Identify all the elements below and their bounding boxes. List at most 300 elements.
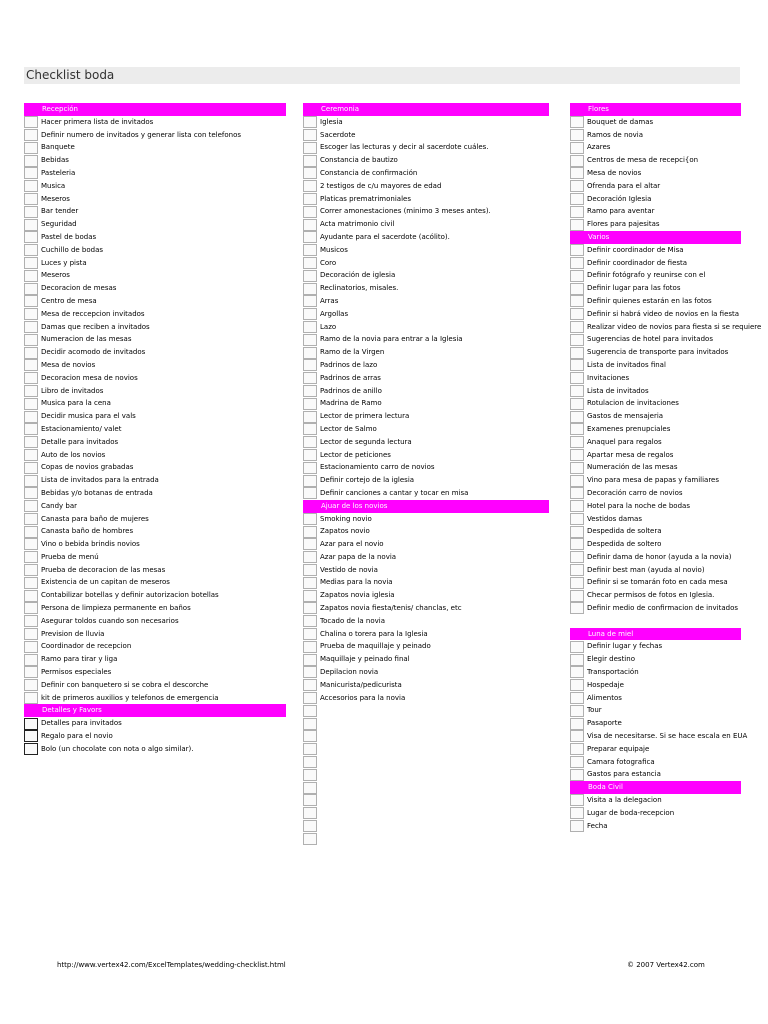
checkbox[interactable] [24, 551, 38, 563]
checkbox[interactable] [24, 180, 38, 192]
checkbox[interactable] [303, 398, 317, 410]
checkbox[interactable] [303, 295, 317, 307]
checkbox[interactable] [24, 615, 38, 627]
checkbox[interactable] [570, 551, 584, 563]
checkbox[interactable] [24, 372, 38, 384]
checkbox[interactable] [24, 283, 38, 295]
checkbox[interactable] [303, 615, 317, 627]
checkbox[interactable] [303, 564, 317, 576]
checklist-item [303, 832, 549, 845]
checklist-item [570, 282, 741, 295]
checklist-item [570, 474, 741, 487]
checklist-item-label: Musicos [320, 245, 348, 254]
checkbox[interactable] [570, 167, 584, 179]
checklist-item-label: Candy bar [41, 501, 78, 510]
checkbox[interactable] [24, 423, 38, 435]
checkbox[interactable] [570, 564, 584, 576]
checklist-item [303, 385, 549, 398]
checkbox[interactable] [570, 155, 584, 167]
checkbox[interactable] [24, 411, 38, 423]
checkbox[interactable] [303, 602, 317, 614]
checklist-item-label: Cuchillo de bodas [41, 245, 104, 254]
checkbox[interactable] [24, 641, 38, 653]
checklist-item-label: Hospedaje [587, 680, 624, 689]
checklist-item-label: Mesa de reccepcion invitados [41, 309, 145, 318]
checkbox[interactable] [570, 244, 584, 256]
checklist-item-label: Acta matrimonio civil [320, 220, 395, 229]
checklist-item-label: Meseros [41, 271, 70, 280]
checkbox[interactable] [570, 475, 584, 487]
checkbox[interactable] [303, 538, 317, 550]
checkbox[interactable] [570, 487, 584, 499]
checkbox[interactable] [570, 705, 584, 717]
checklist-item-label: Vino para mesa de papas y familiares [587, 476, 719, 485]
checklist-item [303, 282, 549, 295]
checkbox[interactable] [570, 347, 584, 359]
checkbox[interactable] [303, 577, 317, 589]
checklist-item-label: Alimentos [587, 693, 622, 702]
checklist-item [24, 359, 286, 372]
checkbox[interactable] [570, 807, 584, 819]
checkbox[interactable] [570, 666, 584, 678]
checkbox[interactable] [24, 475, 38, 487]
checklist-item [570, 321, 762, 334]
checklist-item-label: Damas que reciben a invitados [41, 322, 150, 331]
checklist-item-label: Ramo de la Virgen [320, 348, 385, 357]
checkbox[interactable] [303, 692, 317, 704]
checkbox[interactable] [303, 283, 317, 295]
checklist-item-label: Musica [41, 181, 66, 190]
checklist-item [303, 269, 549, 282]
checkbox[interactable] [24, 116, 38, 128]
checkbox[interactable] [24, 244, 38, 256]
checkbox[interactable] [570, 398, 584, 410]
checkbox[interactable] [570, 538, 584, 550]
checkbox[interactable] [24, 193, 38, 205]
checkbox[interactable] [24, 666, 38, 678]
checkbox[interactable] [570, 206, 584, 218]
checklist-item [303, 180, 549, 193]
checklist-item-label: Lista de invitados para la entrada [41, 476, 159, 485]
checklist-item [570, 538, 741, 551]
checklist-item [303, 487, 549, 500]
checklist-column-1 [24, 103, 286, 756]
checkbox[interactable] [303, 807, 317, 819]
checkbox[interactable] [570, 270, 584, 282]
checkbox[interactable] [303, 423, 317, 435]
checklist-item-label: Lector de primera lectura [320, 412, 410, 421]
checklist-item-label: Canasta para baño de mujeres [41, 514, 149, 523]
checklist-item [570, 116, 741, 129]
checklist-item-label: Camara fotografica [587, 757, 655, 766]
checkbox[interactable] [303, 372, 317, 384]
checklist-item-label: Tour [587, 706, 602, 715]
checklist-item-label: Vestidos damas [587, 514, 642, 523]
checkbox[interactable] [303, 513, 317, 525]
checkbox[interactable] [24, 679, 38, 691]
checkbox[interactable] [303, 129, 317, 141]
checklist-item-label: Anaquel para regalos [587, 437, 662, 446]
checklist-item [303, 768, 549, 781]
checkbox[interactable] [24, 628, 38, 640]
checkbox[interactable] [24, 270, 38, 282]
checkbox[interactable] [570, 359, 584, 371]
checklist-item-label: Numeración de las mesas [587, 463, 678, 472]
checkbox[interactable] [570, 794, 584, 806]
checklist-item [570, 653, 741, 666]
checklist-item [303, 410, 549, 423]
checklist-item-label: Estacionamiento/ valet [41, 424, 122, 433]
checkbox[interactable] [570, 449, 584, 461]
checklist-item [570, 756, 741, 769]
checklist-item [24, 743, 286, 756]
checklist-item-label: Bebidas y/o botanas de entrada [41, 488, 153, 497]
checkbox[interactable] [570, 372, 584, 384]
checkbox[interactable] [570, 129, 584, 141]
checklist-item [24, 436, 286, 449]
checklist-item [303, 551, 549, 564]
section-header: Recepción [24, 103, 286, 116]
checklist-item [24, 474, 286, 487]
checklist-item [303, 513, 549, 526]
checkbox[interactable] [570, 257, 584, 269]
checkbox[interactable] [303, 155, 317, 167]
checklist-item [303, 730, 549, 743]
checklist-item [24, 295, 286, 308]
checklist-item-label: Seguridad [41, 220, 77, 229]
checkbox[interactable] [570, 692, 584, 704]
checklist-item [24, 321, 286, 334]
checklist-item-label: Hotel para la noche de bodas [587, 501, 690, 510]
checkbox[interactable] [24, 385, 38, 397]
checkbox[interactable] [570, 679, 584, 691]
checkbox[interactable] [303, 462, 317, 474]
checkbox[interactable] [303, 833, 317, 845]
checkbox[interactable] [24, 577, 38, 589]
checkbox[interactable] [570, 769, 584, 781]
checkbox[interactable] [303, 321, 317, 333]
checkbox[interactable] [24, 487, 38, 499]
checkbox[interactable] [24, 308, 38, 320]
checkbox[interactable] [24, 334, 38, 346]
checkbox[interactable] [570, 193, 584, 205]
checkbox[interactable] [303, 730, 317, 742]
checkbox[interactable] [570, 219, 584, 231]
checkbox[interactable] [303, 769, 317, 781]
checkbox[interactable] [303, 193, 317, 205]
checklist-item-label: Definir si habrá video de novios en la fiesta [587, 309, 740, 318]
checkbox[interactable] [24, 219, 38, 231]
checkbox[interactable] [24, 436, 38, 448]
checklist-item-label: Azar papa de la novia [320, 552, 397, 561]
checkbox[interactable] [24, 321, 38, 333]
checklist-item [570, 666, 741, 679]
checkbox[interactable] [570, 730, 584, 742]
checklist-item [303, 359, 549, 372]
checkbox[interactable] [570, 590, 584, 602]
checklist-item [303, 794, 549, 807]
checklist-item-label: Bebidas [41, 156, 69, 165]
checkbox[interactable] [303, 244, 317, 256]
checklist-item-label: Persona de limpieza permanente en baños [41, 604, 191, 613]
checkbox[interactable] [24, 206, 38, 218]
checkbox[interactable] [570, 718, 584, 730]
checklist-item-label: Padrinos de lazo [320, 360, 378, 369]
checkbox[interactable] [303, 385, 317, 397]
checkbox[interactable] [303, 334, 317, 346]
checkbox[interactable] [303, 231, 317, 243]
checkbox[interactable] [303, 628, 317, 640]
checklist-item-label: Decoración Iglesia [587, 194, 652, 203]
checkbox[interactable] [24, 231, 38, 243]
checkbox[interactable] [303, 219, 317, 231]
checkbox[interactable] [570, 142, 584, 154]
checkbox[interactable] [303, 794, 317, 806]
checklist-item-label: Bouquet de damas [587, 117, 654, 126]
checkbox[interactable] [24, 590, 38, 602]
checklist-item-label: Vino o bebida brindis novios [41, 540, 140, 549]
checklist-item [303, 167, 549, 180]
checkbox[interactable] [24, 538, 38, 550]
checklist-item [303, 781, 549, 794]
checkbox[interactable] [570, 308, 584, 320]
checkbox[interactable] [303, 167, 317, 179]
checklist-item-label: Detalle para invitados [41, 437, 119, 446]
checkbox[interactable] [570, 462, 584, 474]
checkbox[interactable] [303, 359, 317, 371]
checklist-item [24, 282, 286, 295]
checkbox[interactable] [303, 347, 317, 359]
checkbox[interactable] [24, 398, 38, 410]
section-header: Varios [570, 231, 741, 244]
checkbox[interactable] [570, 820, 584, 832]
checklist-item [570, 193, 741, 206]
checkbox[interactable] [24, 513, 38, 525]
checkbox[interactable] [303, 116, 317, 128]
checklist-item-label: Escoger las lecturas y decir al sacerdote cuáles. [320, 143, 489, 152]
checklist-item-label: Padrinos de anillo [320, 386, 382, 395]
checkbox[interactable] [24, 526, 38, 538]
checklist-item [24, 141, 286, 154]
checkbox[interactable] [570, 385, 584, 397]
checkbox[interactable] [24, 449, 38, 461]
checklist-item-label: kit de primeros auxilios y telefonos de emergencia [41, 693, 219, 702]
checkbox[interactable] [24, 129, 38, 141]
checklist-item [570, 308, 741, 321]
checklist-item [24, 589, 286, 602]
checklist-item-label: Prueba de maquillaje y peinado [320, 642, 431, 651]
checklist-item [570, 564, 741, 577]
checklist-item-label: Definir quienes estarán en las fotos [587, 296, 712, 305]
checkbox[interactable] [303, 654, 317, 666]
checklist-item-label: Apartar mesa de regalos [587, 450, 674, 459]
checklist-item-label: Correr amonestaciones (minimo 3 meses antes). [320, 207, 491, 216]
checkbox[interactable] [303, 257, 317, 269]
checkbox[interactable] [24, 730, 38, 742]
checkbox[interactable] [24, 142, 38, 154]
checklist-item [24, 397, 286, 410]
checklist-item-label: Checar permisos de fotos en Iglesia. [587, 591, 715, 600]
checkbox[interactable] [303, 142, 317, 154]
checklist-item-label: Constancia de confirmación [320, 168, 418, 177]
checkbox[interactable] [570, 513, 584, 525]
checklist-item [24, 615, 286, 628]
checklist-item-label: Meseros [41, 194, 70, 203]
checkbox[interactable] [570, 743, 584, 755]
checkbox[interactable] [24, 743, 38, 755]
checklist-item-label: Padrinos de arras [320, 373, 381, 382]
title-bar [24, 67, 740, 84]
checkbox[interactable] [570, 321, 584, 333]
checklist-item [303, 116, 549, 129]
checkbox[interactable] [570, 283, 584, 295]
checklist-item [24, 372, 286, 385]
section-header: Luna de miel [570, 628, 741, 641]
checklist-item-label: Rotulacion de invitaciones [587, 399, 679, 408]
checkbox[interactable] [303, 743, 317, 755]
checkbox[interactable] [570, 654, 584, 666]
checkbox[interactable] [570, 756, 584, 768]
checklist-item-label: Existencia de un capitan de meseros [41, 578, 170, 587]
checklist-item [570, 602, 741, 615]
checklist-item [24, 538, 286, 551]
page-title: Checklist boda [26, 68, 115, 82]
checkbox[interactable] [24, 654, 38, 666]
checkbox[interactable] [24, 257, 38, 269]
checkbox[interactable] [303, 820, 317, 832]
checkbox[interactable] [570, 411, 584, 423]
checklist-item [303, 321, 549, 334]
checkbox[interactable] [570, 334, 584, 346]
checkbox[interactable] [303, 679, 317, 691]
checklist-item [303, 346, 549, 359]
checkbox[interactable] [303, 475, 317, 487]
checklist-item [24, 640, 286, 653]
checkbox[interactable] [303, 756, 317, 768]
checklist-item-label: Constancia de bautizo [320, 156, 398, 165]
checklist-item [303, 218, 549, 231]
checklist-item [570, 180, 741, 193]
checkbox[interactable] [570, 602, 584, 614]
checklist-item [570, 704, 741, 717]
checklist-item [303, 397, 549, 410]
checklist-item [24, 602, 286, 615]
checklist-item [24, 653, 286, 666]
checklist-item [570, 372, 741, 385]
checkbox[interactable] [303, 449, 317, 461]
checkbox[interactable] [24, 718, 38, 730]
checklist-item [24, 730, 286, 743]
checkbox[interactable] [303, 308, 317, 320]
checklist-item-label: Ayudante para el sacerdote (acólito). [320, 232, 450, 241]
checkbox[interactable] [303, 590, 317, 602]
checkbox[interactable] [24, 692, 38, 704]
checkbox[interactable] [303, 270, 317, 282]
checklist-item-label: Ramos de novia [587, 130, 644, 139]
checkbox[interactable] [570, 526, 584, 538]
checklist-item [570, 141, 741, 154]
checklist-column-3 [570, 103, 762, 832]
checkbox[interactable] [24, 564, 38, 576]
checklist-item [24, 692, 286, 705]
checkbox[interactable] [24, 462, 38, 474]
checklist-item-label: Decidir musica para el vals [41, 412, 136, 421]
checkbox[interactable] [303, 551, 317, 563]
checklist-item-label: Flores para pajesitas [587, 220, 660, 229]
checkbox[interactable] [303, 411, 317, 423]
checklist-item [24, 244, 286, 257]
checklist-item-label: Elegir destino [587, 655, 635, 664]
checklist-item [303, 295, 549, 308]
checkbox[interactable] [570, 500, 584, 512]
checkbox[interactable] [303, 436, 317, 448]
checklist-item-label: Visita a la delegacion [587, 796, 662, 805]
checklist-item [570, 449, 741, 462]
checklist-item [24, 513, 286, 526]
checklist-item [24, 500, 286, 513]
checklist-item-label: Prueba de menú [41, 552, 99, 561]
checklist-item-label: Luces y pista [41, 258, 87, 267]
checkbox[interactable] [24, 602, 38, 614]
checklist-item [303, 692, 549, 705]
checklist-item [24, 449, 286, 462]
checkbox[interactable] [570, 180, 584, 192]
checklist-item-label: Prueba de decoracion de las mesas [41, 565, 166, 574]
checklist-item [570, 807, 741, 820]
checklist-item [303, 308, 549, 321]
checkbox[interactable] [24, 295, 38, 307]
checklist-item [570, 257, 741, 270]
checklist-item-label: Lugar de boda-recepcion [587, 808, 675, 817]
checkbox[interactable] [570, 641, 584, 653]
checkbox[interactable] [24, 347, 38, 359]
checklist-item [24, 461, 286, 474]
checkbox[interactable] [303, 782, 317, 794]
checkbox[interactable] [303, 718, 317, 730]
checklist-item [303, 820, 549, 833]
checklist-item-label: Despedida de soltera [587, 527, 662, 536]
checklist-item-label: Decoración carro de novios [587, 488, 683, 497]
checklist-item-label: Chalina o torera para la Iglesia [320, 629, 428, 638]
checklist-item [24, 717, 286, 730]
checkbox[interactable] [303, 705, 317, 717]
checklist-item [24, 167, 286, 180]
checkbox[interactable] [303, 641, 317, 653]
checkbox[interactable] [24, 167, 38, 179]
checkbox[interactable] [24, 500, 38, 512]
checklist-item-label: Zapatos novia iglesia [320, 591, 395, 600]
checkbox[interactable] [303, 666, 317, 678]
checkbox[interactable] [303, 487, 317, 499]
checkbox[interactable] [570, 295, 584, 307]
checkbox[interactable] [570, 116, 584, 128]
checkbox[interactable] [570, 436, 584, 448]
checkbox[interactable] [303, 526, 317, 538]
checkbox[interactable] [303, 206, 317, 218]
checklist-item [570, 269, 741, 282]
checklist-item-label: Detalles para invitados [41, 719, 122, 728]
checklist-item [303, 589, 549, 602]
checkbox[interactable] [570, 577, 584, 589]
checkbox[interactable] [24, 359, 38, 371]
checklist-item [570, 551, 741, 564]
checklist-item [303, 205, 549, 218]
checkbox[interactable] [303, 180, 317, 192]
checklist-item [24, 193, 286, 206]
checkbox[interactable] [24, 155, 38, 167]
checklist-item-label: Musica para la cena [41, 399, 111, 408]
checkbox[interactable] [570, 423, 584, 435]
